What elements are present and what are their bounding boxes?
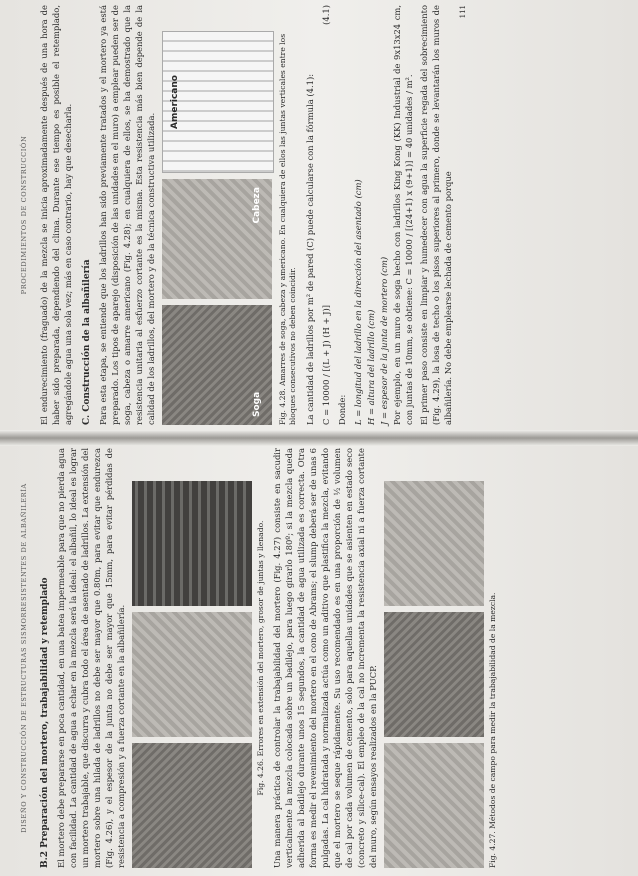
paragraph-cantidad: La cantidad de ladrillos por m² de pared (C) puede calcularse con la fórmula (4.1):	[305, 73, 316, 425]
paragraph-ejemplo: Por ejemplo, en un muro de soga hecho con ladrillos King Kong (KK) Industrial de 9x13x24 cm, con juntas de 10mm, se obtiene: C = 10000 / [(24+1) x (9+1)] = 40 unidades / m².	[391, 5, 414, 425]
photo-soga	[162, 305, 272, 425]
paragraph-trabajabilidad: Una manera práctica de controlar la trabajabilidad del mortero (Fig. 4.27) consiste en sacudir verticalmente la mezcla colocada sobre un badilejo, para luego girarlo 180º; si la mezcla queda adherida al badilejo durante unos 15 segundos, la cantidad de agua utilizada es correcta. Otra forma es medir el revenimiento del mortero en el cono de Abrams; el slump deberá ser de unas 6 pulgadas. La cal hidratada y normalizada actúa como un aditivo que plastifica la mezcla, evitando que el mortero se seque rápidamente. Su uso recomendado es en una proporción de ½ volumen de cal por cada volumen de cemento, solo para aquellas unidades que se asienten en estado seco (concreto y sílice-cal). El empleo de la cal no incrementa la resistencia axial ni a fuerza cortante del muro, según ensayos realizados en la PUCP.	[272, 448, 378, 868]
figure-4-28	[162, 5, 274, 425]
left-page	[20, 448, 620, 868]
photo-badilejo-2	[384, 612, 484, 737]
right-page	[20, 5, 620, 425]
page-number: 111	[459, 5, 468, 19]
definition-l: L = longitud del ladrillo en la dirección del asentado (cm)	[352, 179, 363, 425]
figure-caption: Fig. 4.27. Métodos de campo para medir la trabajabilidad de la mezcla.	[487, 592, 497, 868]
running-header: DISEÑO Y CONSTRUCCIÓN DE ESTRUCTURAS SISMORRESISTENTES DE ALBAÑILERÍA	[20, 483, 28, 833]
paragraph-construccion: Para esta etapa, se entiende que los ladrillos han sido previamente tratados y el mortero ya está preparado. Los tipos de aparejo (disposición de las unidades en el muro) a emplear pueden ser de soga, cabeza o amarre americano (Fig. 4.28); en cualquiera de ellos, se ha demostrado que la resistencia unitaria al esfuerzo cortante es la misma. Esta resistencia más bien depende de la calidad de los ladrillos, del mortero y de la técnica constructiva utilizada.	[97, 5, 156, 425]
photo-cabeza	[162, 179, 272, 299]
photo-error-juntas	[132, 612, 252, 737]
photo-badilejo-1	[384, 743, 484, 868]
photo-error-extension	[132, 743, 252, 868]
formula-4-1	[321, 5, 333, 425]
definition-j: J = espesor de la junta de mortero (cm)	[378, 256, 389, 425]
paragraph-fraguado: El endurecimiento (fraguado) de la mezcla se inicia aproximadamente después de una hora de haber sido preparada, dependiendo del clima. Durante ese tiempo es posible el retemplado, agregándole agua una sola vez; más en caso contrario, hay que desecharla.	[39, 5, 74, 425]
figure-caption: Fig. 4.26. Errores en extensión del mortero, grosor de juntas y llenado.	[255, 520, 265, 796]
photo-label-cabeza: Cabeza	[251, 187, 262, 224]
definition-h: H = altura del ladrillo (cm)	[365, 309, 376, 425]
donde-label: Donde:	[336, 394, 347, 425]
photo-error-llenado	[132, 481, 252, 606]
formula-text: C = 10000 / [(L + J) (H + J)]	[320, 304, 331, 425]
figure-caption: Fig. 4.28. Amarres de soga, cabeza y americano. En cualquiera de ellos las juntas verticales entre los bloques consecutivos no deben coincidir.	[277, 33, 298, 425]
figure-4-27	[384, 448, 484, 868]
paragraph-primer-paso: El primer paso consiste en limpiar y humedecer con agua la superficie regada del sobrecimiento (Fig. 4.29), la losa de techo o los pisos superiores al primero, donde se levantarán los muros de albañilería. No debe emplearse lechada de cemento porque	[419, 5, 454, 425]
formula-number: (4.1)	[320, 5, 331, 25]
photo-cono-abrams	[384, 481, 484, 606]
section-heading: B.2 Preparación del mortero, trabajabilidad y retemplado	[40, 577, 51, 868]
figure-4-26	[132, 448, 252, 868]
diagram-label-americano: Americano	[169, 75, 180, 129]
photo-label-soga: Soga	[251, 391, 262, 417]
paragraph-mortero: El mortero debe prepararse en poca cantidad, en una batea impermeable para que no pierda agua con facilidad. La cantidad de agua a echar en la mezcla será la ideal: el albañil, lo ideal es lograr un mortero trabajable, que discurra y cubra todo el área de asentado de ladrillos. La extensión del mortero sobre una hilada de ladrillos no debe ser mayor que 0.80m, para evitar que endurezca (Fig. 4.26), y el espesor de la junta no debe ser mayor que 15mm, para evitar pérdidas de resistencia a compresión y a fuerza cortante en la albañilería.	[56, 448, 126, 868]
book-gutter	[0, 430, 638, 446]
running-header: PROCEDIMIENTOS DE CONSTRUCCIÓN	[20, 135, 28, 295]
section-heading: C. Construcción de la albañilería	[82, 259, 93, 425]
diagram-americano	[162, 31, 274, 173]
